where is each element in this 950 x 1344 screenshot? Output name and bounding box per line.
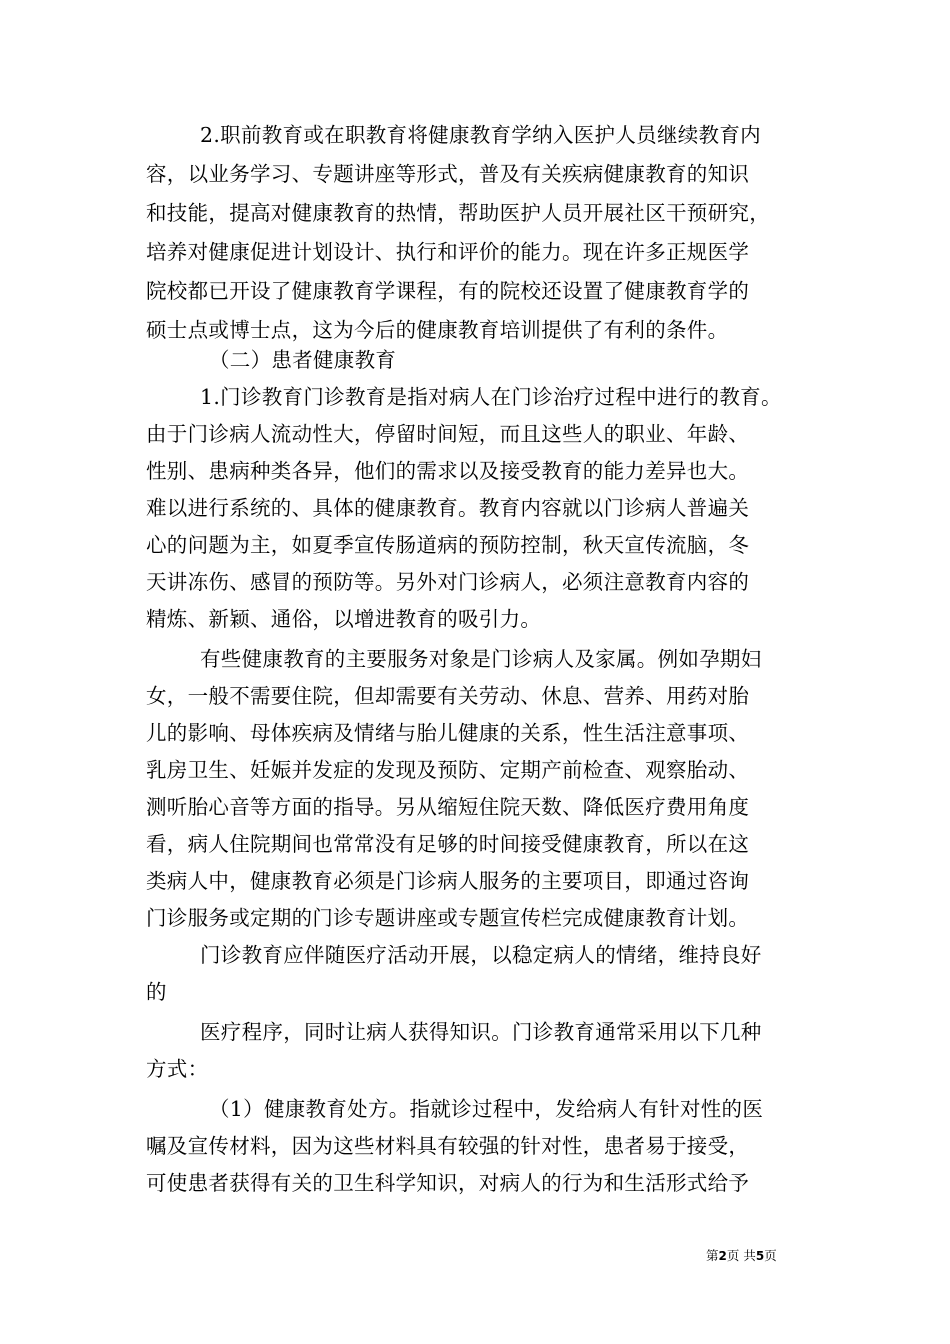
paragraph-3-line-7: 精炼、新颖、通俗，以增进教育的吸引力。 [146, 607, 542, 631]
paragraph-4-line-5: 测听胎心音等方面的指导。另从缩短住院天数、降低医疗费用角度 [146, 795, 750, 819]
paragraph-6-line-2: 方式： [146, 1057, 209, 1081]
paragraph-7-line-1: （1）健康教育处方。指就诊过程中，发给病人有针对性的医 [209, 1097, 764, 1121]
footer-middle: 页 共 [726, 1248, 756, 1263]
footer-suffix: 页 [764, 1248, 777, 1263]
paragraph-1-line-3: 和技能，提高对健康教育的热情，帮助医护人员开展社区干预研究， [146, 201, 770, 225]
paragraph-3-line-1: 1.门诊教育门诊教育是指对病人在门诊治疗过程中进行的教育。 [200, 385, 782, 409]
paragraph-1-line-2: 容，以业务学习、专题讲座等形式，普及有关疾病健康教育的知识 [146, 162, 750, 186]
paragraph-3-line-6: 天讲冻伤、感冒的预防等。另外对门诊病人，必须注意教育内容的 [146, 570, 750, 594]
footer-total-pages: 5 [755, 1249, 765, 1263]
paragraph-4-line-8: 门诊服务或定期的门诊专题讲座或专题宣传栏完成健康教育计划。 [146, 906, 750, 930]
paragraph-6-line-1: 医疗程序，同时让病人获得知识。门诊教育通常采用以下几种 [200, 1020, 762, 1044]
page-number-footer [706, 1248, 777, 1264]
paragraph-1-line-4: 培养对健康促进计划设计、执行和评价的能力。现在许多正规医学 [146, 240, 750, 264]
paragraph-4-line-6: 看，病人住院期间也常常没有足够的时间接受健康教育，所以在这 [146, 832, 750, 856]
paragraph-4-line-3: 儿的影响、母体疾病及情绪与胎儿健康的关系，性生活注意事项、 [146, 721, 750, 745]
footer-prefix: 第 [706, 1248, 719, 1263]
paragraph-3-line-3: 性别、患病种类各异，他们的需求以及接受教育的能力差异也大。 [146, 459, 750, 483]
paragraph-5-line-1: 门诊教育应伴随医疗活动开展，以稳定病人的情绪，维持良好 [200, 943, 762, 967]
paragraph-1-line-5: 院校都已开设了健康教育学课程，有的院校还设置了健康教育学的 [146, 279, 750, 303]
paragraph-7-line-2: 嘱及宣传材料，因为这些材料具有较强的针对性，患者易于接受， [146, 1134, 750, 1158]
paragraph-1-line-1: 2.职前教育或在职教育将健康教育学纳入医护人员继续教育内 [200, 123, 761, 147]
paragraph-3-line-4: 难以进行系统的、具体的健康教育。教育内容就以门诊病人普遍关 [146, 496, 750, 520]
paragraph-4-line-4: 乳房卫生、妊娠并发症的发现及预防、定期产前检查、观察胎动、 [146, 758, 750, 782]
paragraph-3-line-5: 心的问题为主，如夏季宣传肠道病的预防控制，秋天宣传流脑，冬 [146, 533, 750, 557]
footer-current-page: 2 [718, 1249, 727, 1263]
paragraph-3-line-2: 由于门诊病人流动性大，停留时间短，而且这些人的职业、年龄、 [146, 422, 750, 446]
paragraph-4-line-2: 女，一般不需要住院，但却需要有关劳动、休息、营养、用药对胎 [146, 684, 750, 708]
paragraph-7-line-3: 可使患者获得有关的卫生科学知识，对病人的行为和生活形式给予 [146, 1171, 750, 1195]
paragraph-4-line-7: 类病人中，健康教育必须是门诊病人服务的主要项目，即通过咨询 [146, 869, 750, 893]
paragraph-5-line-2: 的 [146, 980, 167, 1004]
paragraph-4-line-1: 有些健康教育的主要服务对象是门诊病人及家属。例如孕期妇 [200, 647, 762, 671]
section-heading: （二）患者健康教育 [209, 348, 397, 372]
paragraph-1-line-6: 硕士点或博士点，这为今后的健康教育培训提供了有利的条件。 [146, 318, 729, 342]
